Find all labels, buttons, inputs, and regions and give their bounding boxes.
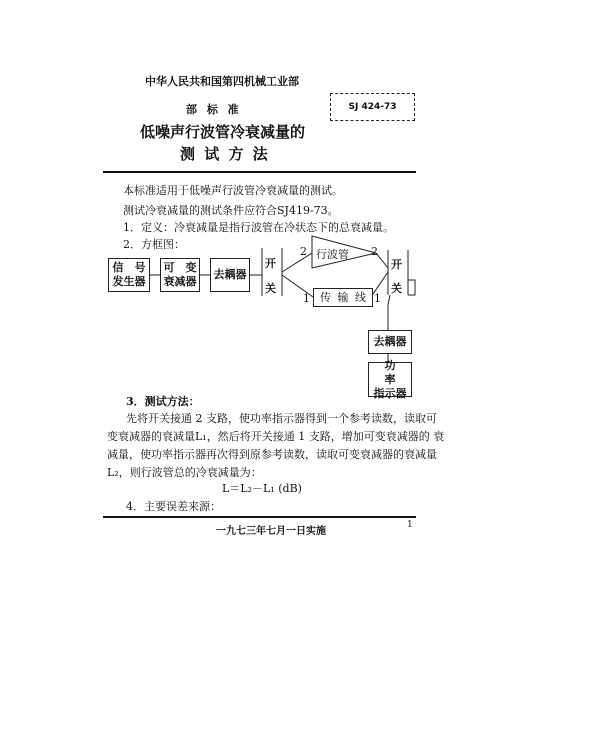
switch-left-label-2: 关 — [265, 282, 276, 295]
ministry: 中华人民共和国第四机械工业部 — [145, 75, 299, 88]
standard-type: 部 标 准 — [186, 103, 239, 116]
standard-code: SJ 424-73 — [330, 93, 415, 121]
method-line-1: 先将开关接通 2 支路，使功率指示器得到一个参考读数，读取可 — [126, 412, 437, 425]
decoupler-box-1: 去耦器 — [210, 258, 250, 292]
signal-generator-box — [108, 258, 150, 292]
switch-right-label-2: 关 — [391, 282, 402, 295]
intro-line-2: 测试冷衰减量的测试条件应符合SJ419-73。 — [123, 204, 339, 217]
page-title: 低噪声行波管冷衰减量的 — [140, 123, 306, 141]
section-3: 3．测试方法： — [126, 395, 200, 408]
footer-rule — [103, 516, 416, 518]
power-indicator-label-2: 指示器 — [373, 386, 407, 400]
method-line-3: 减量，使功率指示器再次得到原参考读数，读取可变衰减器的衰减量 — [107, 448, 437, 461]
signal-generator-label-2: 发生器 — [112, 275, 146, 288]
variable-attenuator-label-2: 衰减器 — [163, 275, 197, 288]
twt-label: 行波管 — [316, 248, 349, 261]
transmission-line-box: 传 输 线 — [313, 288, 373, 307]
decoupler-box-2: 去耦器 — [368, 330, 412, 354]
branch-1-left: 1 — [303, 292, 310, 305]
branch-2-left: 2 — [300, 245, 307, 258]
signal-generator-label-1: 信 号 — [112, 261, 146, 274]
switch-left-label-1: 开 — [265, 257, 276, 270]
power-indicator-box — [368, 358, 418, 400]
formula: L＝L₂－L₁ (dB) — [222, 482, 302, 495]
section-1: 1．定义：冷衰减量是指行波管在冷状态下的总衰减量。 — [123, 221, 394, 234]
intro-line-1: 本标准适用于低噪声行波管冷衰减量的测试。 — [123, 184, 343, 197]
switch-right-label-1: 开 — [391, 258, 402, 271]
page-number: 1 — [407, 520, 413, 530]
section-2: 2．方框图： — [123, 238, 185, 251]
power-indicator-label-1: 功 率 — [384, 358, 418, 386]
variable-attenuator-label-1: 可 变 — [163, 261, 197, 274]
section-4: 4．主要误差来源： — [126, 500, 221, 513]
branch-2-right: 2 — [371, 245, 378, 258]
page-subtitle: 测 试 方 法 — [180, 145, 268, 163]
method-line-4: L₂，则行波管总的冷衰减量为： — [107, 466, 262, 479]
variable-attenuator-box — [160, 258, 200, 292]
branch-1-right: 1 — [374, 292, 381, 305]
effective-date: 一九七三年七月一日实施 — [216, 526, 326, 537]
method-line-2: 变衰减器的衰减量L₁，然后将开关接通 1 支路，增加可变衰减器的 衰 — [107, 430, 445, 443]
